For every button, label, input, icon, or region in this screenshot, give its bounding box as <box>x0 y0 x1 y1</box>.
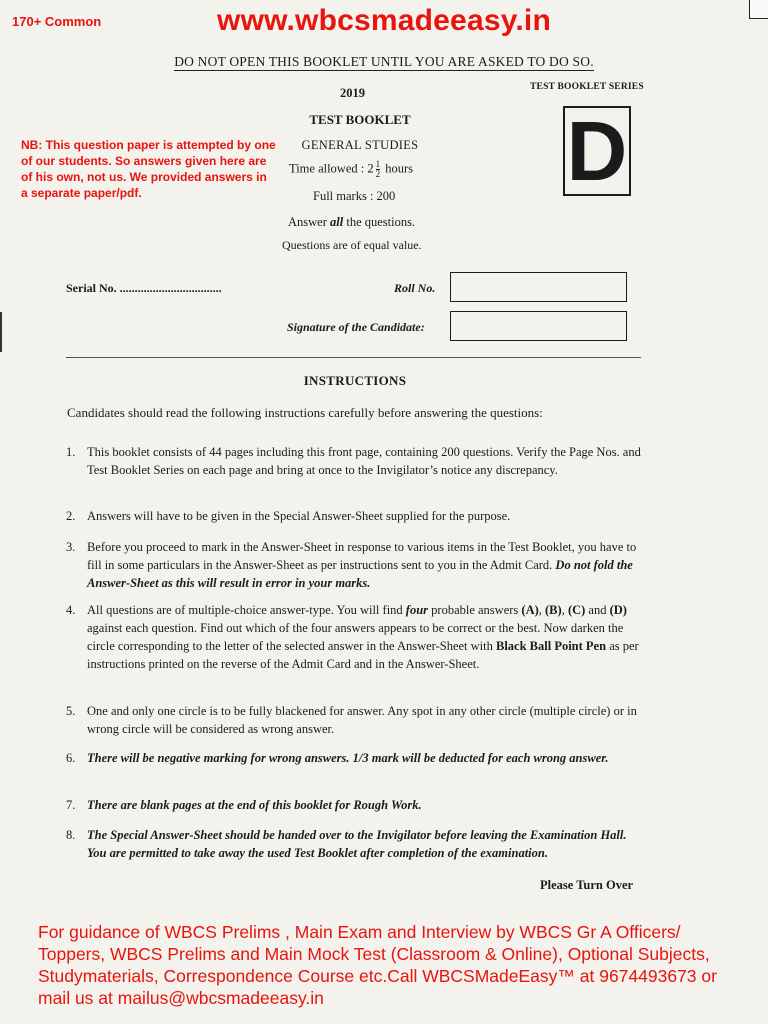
instructions-intro: Candidates should read the following instructions carefully before answering the questions: <box>67 405 543 420</box>
roll-no-field[interactable] <box>450 272 627 302</box>
booklet-warning: DO NOT OPEN THIS BOOKLET UNTIL YOU ARE ASKED TO DO SO. <box>174 54 594 69</box>
exam-year: 2019 <box>340 86 365 100</box>
full-marks: Full marks : 200 <box>313 189 396 203</box>
corner-tag: 170+ Common <box>12 14 102 29</box>
instruction-item-6: 6. There will be negative marking for wrong answers. 1/3 mark will be deducted for each wrong answer. <box>66 751 609 765</box>
serial-no-label: Serial No. .................................. <box>66 281 222 295</box>
instructions-heading: INSTRUCTIONS <box>303 373 407 388</box>
signature-label: Signature of the Candidate: <box>287 320 425 334</box>
please-turn-over: Please Turn Over <box>540 878 634 892</box>
series-label: TEST BOOKLET SERIES <box>530 82 644 92</box>
subject-title: GENERAL STUDIES <box>301 138 419 152</box>
instruction-item-4: 4. All questions are of multiple-choice answer-type. You will find four probable answers (A), (B), (C) and (D) against each question. Find out which of the four answers appears to be correct or the best. Now darken the circle corresponding to the letter of the selected answer in the Answer-Sheet with Black Ball Point Pen as per instructions printed on the reverse of the Admit Card and in the Answer-Sheet. <box>66 603 639 671</box>
signature-field[interactable] <box>450 311 627 341</box>
roll-no-label: Roll No. <box>394 281 436 295</box>
instruction-item-2: 2. Answers will have to be given in the Special Answer-Sheet supplied for the purpose. <box>66 509 511 523</box>
instruction-item-5: 5. One and only one circle is to be fully blackened for answer. Any spot in any other circle (multiple circle) or in wrong circle will be considered as wrong answer. <box>66 704 637 736</box>
corner-box <box>749 0 768 19</box>
scan-edge-mark <box>0 312 2 352</box>
footer-promo: For guidance of WBCS Prelims , Main Exam and Interview by WBCS Gr A Officers/ Toppers, WBCS Prelims and Main Mock Test (Classroom & Online), Optional Subjects, Studymaterials, Correspondence Course etc.Call WBCSMadeEasy™ at 9674493673 or mail us at mailus@wbcsmadeeasy.in <box>38 922 717 1008</box>
site-url-link[interactable]: www.wbcsmadeeasy.in <box>217 4 551 37</box>
nb-note: NB: This question paper is attempted by one of our students. So answers given here are of his own, not us. We provided answers in a separate paper/pdf. <box>21 138 276 200</box>
time-allowed: Time allowed : 2 $\frac{1}{2}$ hours <box>289 159 414 179</box>
answer-all-note: Answer all the questions. <box>288 215 416 229</box>
instruction-item-1: 1. This booklet consists of 44 pages including this front page, containing 200 questions. Verify the Page Nos. and Test Booklet Series on each page and bring at once to the Invigilator’s notice any discrepancy. <box>66 445 641 477</box>
instruction-item-7: 7. There are blank pages at the end of this booklet for Rough Work. <box>66 798 422 812</box>
instruction-item-8: 8. The Special Answer-Sheet should be handed over to the Invigilator before leaving the Examination Hall. You are permitted to take away the used Test Booklet after completion of the examination. <box>66 828 627 860</box>
divider <box>66 357 641 358</box>
booklet-title: TEST BOOKLET <box>309 112 411 127</box>
instruction-item-3: 3. Before you proceed to mark in the Answer-Sheet in response to various items in the Test Booklet, you have to fill in some particulars in the Answer-Sheet as per instructions sent to you in the Admit Card. Do not fold the Answer-Sheet as this will result in error in your marks. <box>66 540 637 590</box>
fraction: $\frac{1}{2}$ <box>375 159 381 179</box>
equal-value-note: Questions are of equal value. <box>282 238 422 252</box>
series-letter-box: D <box>563 106 631 196</box>
